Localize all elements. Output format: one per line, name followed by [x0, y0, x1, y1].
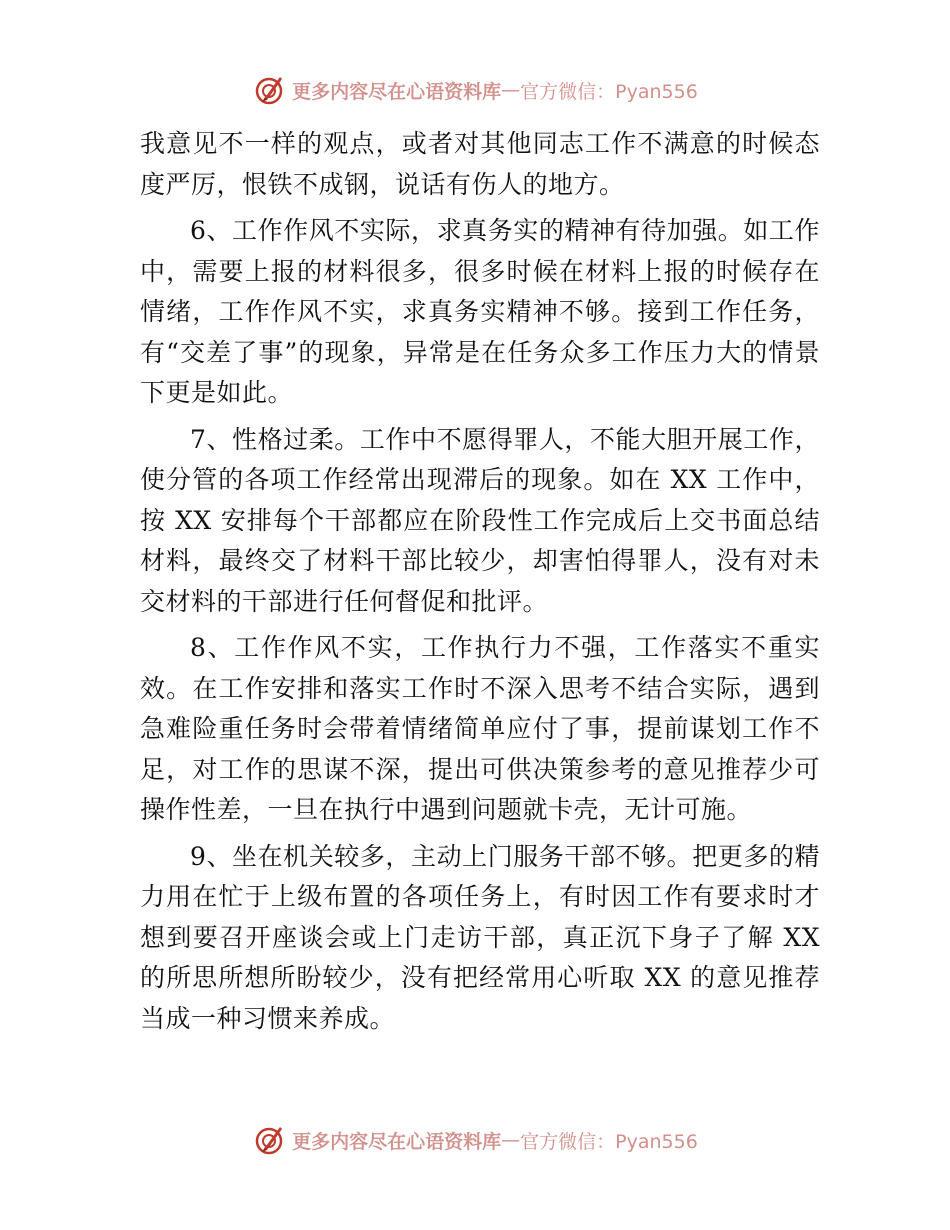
header-watermark: [0, 70, 950, 110]
paragraph-item-7: 7、性格过柔。工作中不愿得罪人，不能大胆开展工作，使分管的各项工作经常出现滞后的现象。如在 XX 工作中，按 XX 安排每个干部都应在阶段性工作完成后上交书面总结材料，最终交了材料干部比较少，却害怕得罪人，没有对未交材料的干部进行任何督促和批评。: [140, 424, 820, 616]
quill-pen-logo-icon: [252, 73, 286, 107]
paragraph-item-9: 9、坐在机关较多，主动上门服务干部不够。把更多的精力用在忙于上级布置的各项任务上，有时因工作有要求时才想到要召开座谈会或上门走访干部，真正沉下身子了解 XX 的所思所想所盼较少，没有把经常用心听取 XX 的意见推荐当成一种习惯来养成。: [140, 841, 820, 1033]
footer-dash: —: [501, 1129, 521, 1151]
footer-brand-text: 更多内容尽在心语资料库: [292, 1130, 502, 1153]
header-dash: —: [501, 79, 521, 101]
paragraph-continuation: 我意见不一样的观点，或者对其他同志工作不满意的时候态度严厉，恨铁不成钢，说话有伤人的地方。: [140, 129, 820, 199]
header-brand-text: 更多内容尽在心语资料库: [292, 80, 502, 103]
footer-watermark: [0, 1120, 950, 1160]
header-wechat-text: 官方微信：Pyan556: [520, 80, 698, 103]
footer-wechat-text: 官方微信：Pyan556: [520, 1130, 698, 1153]
paragraph-item-6: 6、工作作风不实际，求真务实的精神有待加强。如工作中，需要上报的材料很多，很多时候在材料上报的时候存在情绪，工作作风不实，求真务实精神不够。接到工作任务，有“交差了事”的现象，异常是在任务众多工作压力大的情景下更是如此。: [140, 216, 820, 407]
quill-pen-logo-icon: [252, 1123, 286, 1157]
paragraph-item-8: 8、工作作风不实，工作执行力不强，工作落实不重实效。在工作安排和落实工作时不深入思考不结合实际，遇到急难险重任务时会带着情绪简单应付了事，提前谋划工作不足，对工作的思谋不深，提出可供决策参考的意见推荐少可操作性差，一旦在执行中遇到问题就卡壳，无计可施。: [140, 633, 820, 824]
document-body: [140, 124, 820, 1045]
